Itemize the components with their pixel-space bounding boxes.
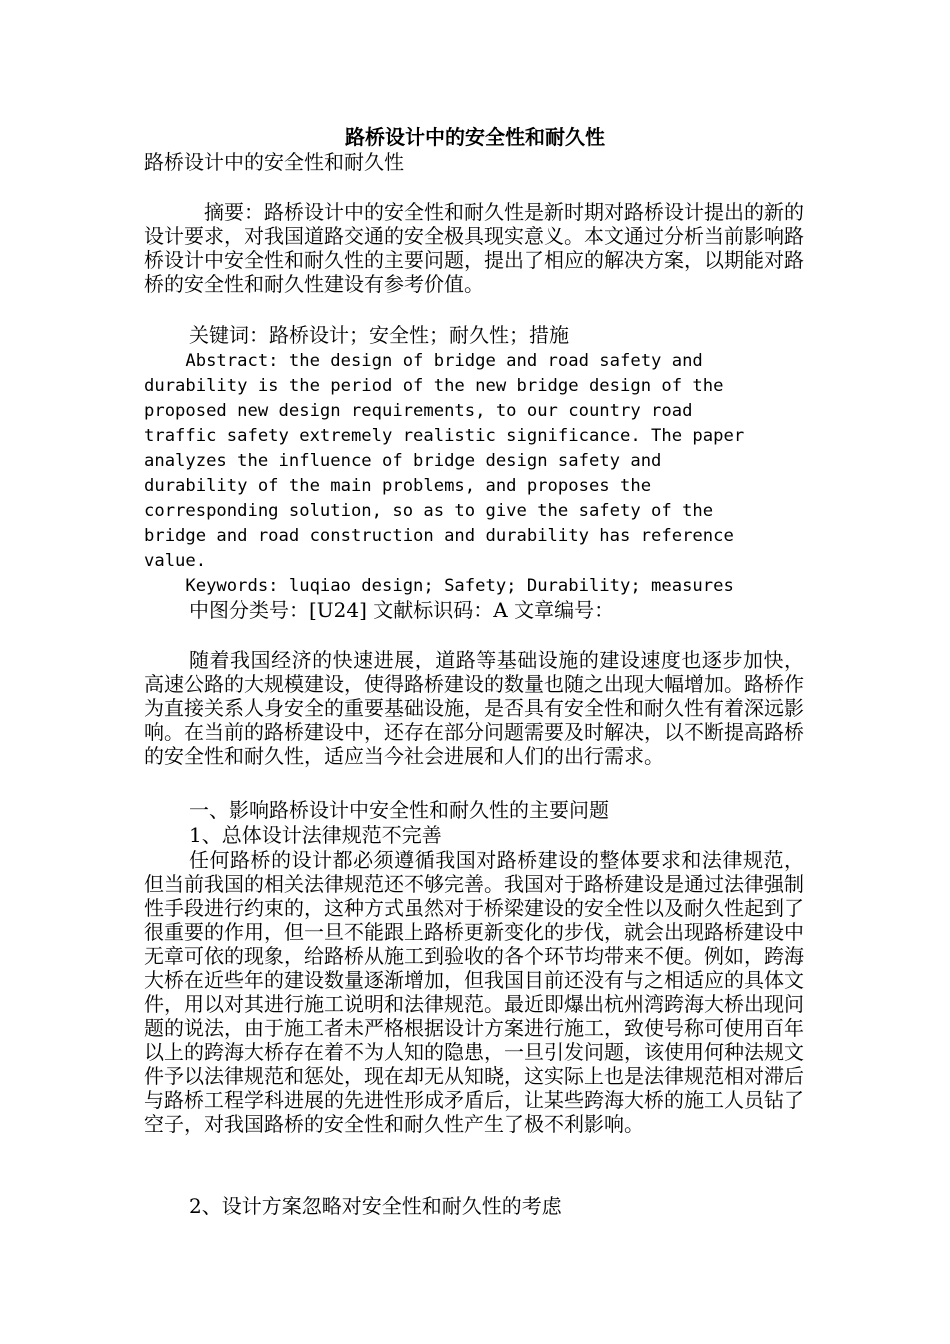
abstract-en-line: durability of the main problems, and proposes the [144, 476, 652, 496]
subsection2-heading: 2、设计方案忽略对安全性和耐久性的考虑 [189, 1194, 562, 1218]
intro-paragraph: 随着我国经济的快速进展，道路等基础设施的建设速度也逐步加快，高速公路的大规模建设，使得路桥建设的数量也随之出现大幅增加。路桥作为直接关系人身安全的重要基础设施，是否具有安全性和耐久性有着深远影响。在当前的路桥建设中，还存在部分问题需要及时解决，以不断提高路桥的安全性和耐久性，适应当今社会进展和人们的出行需求。 [144, 648, 804, 768]
subsection1-heading: 1、总体设计法律规范不完善 [189, 823, 442, 847]
section1-heading: 一、影响路桥设计中安全性和耐久性的主要问题 [189, 798, 609, 822]
keywords-cn: 关键词：路桥设计；安全性；耐久性；措施 [189, 323, 569, 347]
abstract-en-line: value. [144, 551, 207, 571]
abstract-en-line: bridge and road construction and durability has reference [144, 526, 734, 546]
keywords-en: Keywords: luqiao design; Safety; Durability; measures [144, 576, 734, 596]
classification-line: 中图分类号：[U24] 文献标识码：A 文章编号： [189, 598, 615, 622]
abstract-en-line: durability is the period of the new bridge design of the [144, 376, 724, 396]
document-subtitle: 路桥设计中的安全性和耐久性 [144, 150, 404, 174]
abstract-en [144, 349, 804, 599]
subsection1-body: 任何路桥的设计都必须遵循我国对路桥建设的整体要求和法律规范，但当前我国的相关法律规范还不够完善。我国对于路桥建设是通过法律强制性手段进行约束的，这种方式虽然对于桥梁建设的安全性以及耐久性起到了很重要的作用，但一旦不能跟上路桥更新变化的步伐，就会出现路桥建设中无章可依的现象，给路桥从施工到验收的各个环节均带来不便。例如，跨海大桥在近些年的建设数量逐渐增加，但我国目前还没有与之相适应的具体文件，用以对其进行施工说明和法律规范。最近即爆出杭州湾跨海大桥出现问题的说法，由于施工者未严格根据设计方案进行施工，致使号称可使用百年以上的跨海大桥存在着不为人知的隐患，一旦引发问题，该使用何种法规文件予以法律规范和惩处，现在却无从知晓，这实际上也是法律规范相对滞后与路桥工程学科进展的先进性形成矛盾后，让某些跨海大桥的施工人员钻了空子，对我国路桥的安全性和耐久性产生了极不利影响。 [144, 848, 804, 1136]
abstract-en-line: proposed new design requirements, to our country road [144, 401, 693, 421]
abstract-en-line: Abstract: the design of bridge and road safety and [144, 351, 703, 371]
abstract-en-line: corresponding solution, so as to give the safety of the [144, 501, 714, 521]
abstract-en-line: analyzes the influence of bridge design safety and [144, 451, 662, 471]
abstract-cn: 摘要：路桥设计中的安全性和耐久性是新时期对路桥设计提出的新的设计要求，对我国道路交通的安全极具现实意义。本文通过分析当前影响路桥设计中安全性和耐久性的主要问题，提出了相应的解决方案，以期能对路桥的安全性和耐久性建设有参考价值。 [144, 200, 804, 296]
abstract-en-line: traffic safety extremely realistic significance. The paper [144, 426, 745, 446]
document-title: 路桥设计中的安全性和耐久性 [345, 125, 605, 149]
